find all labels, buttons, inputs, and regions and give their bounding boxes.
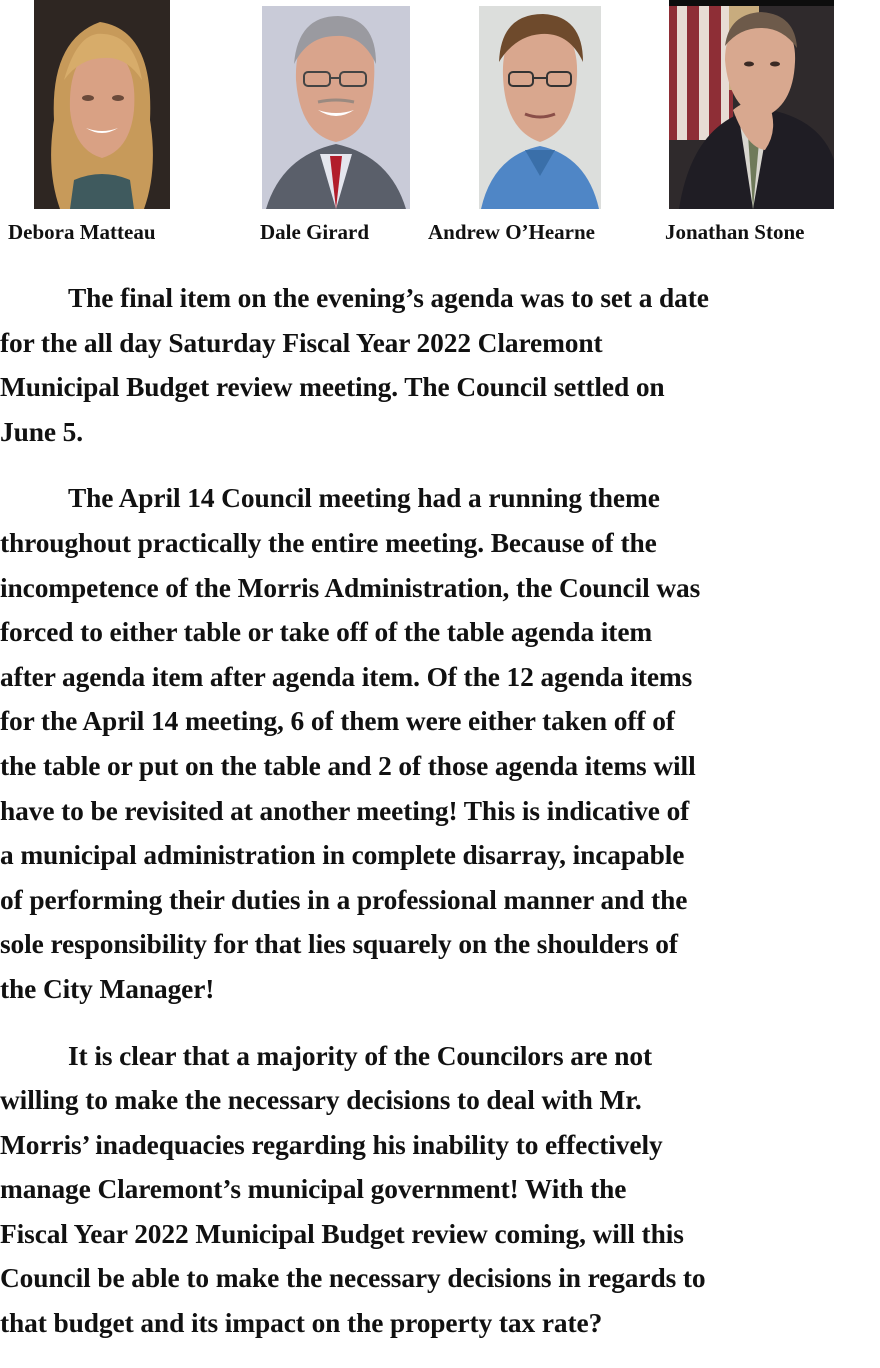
paragraph-line: manage Claremont’s municipal government! With the [0,1174,627,1205]
portrait-caption-dale-girard: Dale Girard [260,220,370,244]
portrait-photo-jonathan-stone [669,0,834,209]
paragraph-line: Fiscal Year 2022 Municipal Budget review coming, will this [0,1218,684,1249]
article-paragraph [0,476,880,1011]
paragraph-line: Municipal Budget review meeting. The Council settled on [0,372,665,403]
paragraph-line: the City Manager! [0,973,215,1004]
paragraph-line: the table or put on the table and 2 of those agenda items will [0,750,696,781]
paragraph-line: a municipal administration in complete disarray, incapable [0,840,685,871]
paragraph-line: sole responsibility for that lies squarely on the shoulders of [0,929,678,960]
paragraph-line: that budget and its impact on the property tax rate? [0,1308,603,1339]
paragraph-line: incompetence of the Morris Administration, the Council was [0,572,701,603]
portrait-caption-debora-matteau: Debora Matteau [8,220,156,244]
portrait-photo-debora-matteau [34,0,170,209]
article-paragraph [0,276,880,454]
article-body [0,276,880,1368]
portrait-caption-andrew-ohearne: Andrew O’Hearne [428,220,596,244]
paragraph-line: throughout practically the entire meeting. Because of the [0,527,657,558]
portrait-row [0,0,880,250]
paragraph-line: have to be revisited at another meeting! This is indicative of [0,795,690,826]
paragraph-line: of performing their duties in a professional manner and the [0,884,688,915]
portrait-photo-dale-girard [262,6,410,209]
paragraph-line: June 5. [0,416,84,447]
paragraph-line: willing to make the necessary decisions to deal with Mr. [0,1085,642,1116]
paragraph-line: It is clear that a majority of the Councilors are not [68,1040,653,1071]
portrait-caption-jonathan-stone: Jonathan Stone [665,220,805,244]
paragraph-line: Council be able to make the necessary decisions in regards to [0,1263,706,1294]
paragraph-line: The final item on the evening’s agenda was to set a date [68,283,709,313]
paragraph-line: The April 14 Council meeting had a running theme [68,483,660,514]
paragraph-line: after agenda item after agenda item. Of the 12 agenda items [0,661,693,692]
article-paragraph [0,1034,880,1346]
paragraph-line: forced to either table or take off of the table agenda item [0,617,653,648]
paragraph-line: for the April 14 meeting, 6 of them were either taken off of [0,706,675,737]
paragraph-line: Morris’ inadequacies regarding his inability to effectively [0,1129,663,1160]
portrait-photo-andrew-ohearne [479,6,601,209]
paragraph-line: for the all day Saturday Fiscal Year 2022 Claremont [0,327,603,358]
